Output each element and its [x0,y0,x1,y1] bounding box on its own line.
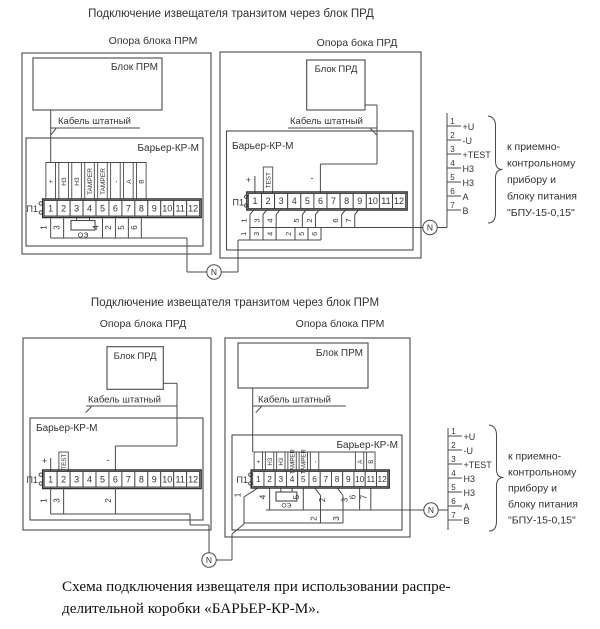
connector-label: П1 [26,475,38,485]
brace-text-line: прибору и [507,174,556,186]
list-number: 7 [451,510,456,520]
wire-column-label: - [311,460,319,463]
wire-column-label: + [48,179,56,184]
terminal-number: 6 [112,203,118,214]
brace-text-line: блоку питания [507,190,577,203]
list-number: 3 [451,454,456,464]
terminal-number: 7 [125,203,131,214]
connector-label: П1 [26,204,38,214]
end-element-label: ОЭ [77,232,89,240]
node-label: N [205,555,213,566]
list-label: +TEST [462,150,491,161]
brace-text-line: "БПУ-15-0,15" [507,207,575,219]
plus-label: + [245,175,252,185]
terminal-number: 1 [48,474,54,485]
connector-label: П1 [236,475,248,485]
panel-prm-support [225,338,424,537]
wire-number: 3 [52,225,62,230]
wire-number: 3 [254,231,262,236]
terminal-number: 12 [394,196,405,207]
terminal-number: 2 [61,203,67,214]
cable-label: Кабель штатный [88,394,161,406]
list-label: Н3 [462,178,475,189]
terminal-number: 11 [175,203,185,214]
wire-number: 6 [130,225,140,230]
list-label: -U [463,446,473,457]
left-panel-caption: Опора блока ПРМ [108,35,198,47]
wire-number: 4 [265,218,275,223]
plus-label: + [41,456,48,466]
section-bottom [23,297,578,567]
terminal-number: 6 [317,196,323,207]
terminal-number: 5 [99,203,105,214]
list-label: А [462,192,469,203]
test-label: TEST [61,453,69,470]
wire-number: 3 [52,498,62,503]
terminal-number: 11 [366,474,376,485]
device-label: Блок ПРД [113,351,157,362]
junction-box-label: Барьер-КР-М [137,143,199,154]
wire-number: 6 [348,494,358,500]
panel-prd-support [23,338,211,553]
terminal-number: 11 [175,474,185,485]
terminal-number: 10 [162,474,173,485]
list-number: 7 [450,200,455,210]
list-number: 4 [450,158,455,168]
terminal-number: 10 [367,196,378,207]
wire-number: 2 [318,497,327,503]
wire-column-label: А [125,179,133,184]
brace-text-line: контрольному [507,157,576,170]
wire-number: 2 [309,516,319,521]
wire-number: 3 [332,516,341,521]
wire-column-label: TAMPER [86,168,94,195]
wire-number: 3 [340,497,350,503]
list-label: Н3 [462,164,475,175]
terminal-number: 10 [162,203,173,214]
cable-label: Кабель штатный [58,116,131,127]
terminal-number: 5 [301,474,306,485]
list-label: В [463,516,470,527]
list-label: +U [463,432,476,443]
list-label: А [463,502,470,513]
brace [489,425,504,531]
terminal-number: 8 [138,203,144,214]
left-panel-caption: Опора блока ПРД [99,318,187,330]
terminal-number: 11 [381,196,391,207]
terminal-number: 10 [354,474,365,485]
section-title: Подключение извещателя транзитом через блок ПРД [88,8,374,20]
list-number: 5 [451,482,456,492]
list-number: 1 [451,426,456,436]
terminal-number: 5 [304,196,310,207]
list-label: +U [462,122,475,133]
right-panel-caption: Опора блока ПРМ [295,318,385,330]
wire-column-label: - [112,180,120,183]
wire-number: 5 [291,218,301,223]
terminal-number: 9 [357,196,363,207]
section-top [22,8,577,279]
wire-number: 6 [312,231,320,236]
terminal-number: 8 [334,474,340,485]
brace-text-line: "БПУ-15-0,15" [508,514,576,527]
wire-column-label: В [138,179,146,184]
list-number: 3 [450,144,455,154]
list-number: 2 [451,440,456,450]
terminal-number: 7 [125,474,131,485]
list-label: В [462,206,469,217]
connector-label: П1 [232,197,244,208]
terminal-number: 8 [344,196,350,207]
wire-number: 1 [233,492,243,498]
terminal-number: 4 [291,196,297,207]
terminal-number: 3 [74,474,80,485]
wire-number: 5 [292,494,302,500]
cable-node [423,220,447,234]
wire-column-label: TAMPER [99,168,107,195]
wire-number: 5 [299,231,307,236]
wire-column-label: Н3 [266,457,274,466]
junction-box-label: Барьер-КР-М [36,423,98,434]
wire-number: 4 [91,225,101,230]
terminal-number: 3 [74,203,80,214]
wire-number: 2 [304,218,314,223]
terminal-number: 1 [256,474,261,485]
node-label: N [210,267,218,278]
wire-column-label: А [356,459,364,464]
wire-number: 5 [117,225,127,230]
list-number: 6 [451,496,456,506]
wire-number: 2 [286,231,294,236]
wire-column-label: Н3 [61,177,69,186]
terminal-number: 4 [289,474,295,485]
list-label: -U [462,136,472,147]
terminal-number: 8 [138,474,144,485]
list-number: 6 [450,186,455,196]
node-label: N [426,222,434,233]
wire-number: 3 [252,218,262,223]
terminal-number: 9 [151,474,157,485]
wire-number: 1 [39,498,49,503]
terminal-number: 5 [99,474,105,485]
wire-number: 4 [267,231,275,236]
end-element-label: ОЭ [281,502,292,510]
list-label: Н3 [463,474,476,485]
wire-number: 7 [359,494,369,500]
list-number: 4 [451,468,456,478]
brace-text-line: к приемно- [507,141,561,153]
device-label: Блок ПРМ [110,62,158,73]
wire-column-label: Н3 [278,457,286,466]
minus-label: - [106,455,110,465]
terminal-number: 4 [87,474,93,485]
terminal-number: 1 [252,196,258,207]
terminal-number: 12 [188,203,199,214]
cable-node [424,503,448,517]
caption-line: делительной коробки «БАРЬЕР-КР-М». [62,600,320,617]
node-label: N [427,505,435,516]
wire-number: 4 [258,494,268,500]
test-label: TEST [265,172,273,189]
terminal-number: 12 [188,474,199,485]
brace-text-line: контрольному [508,466,577,479]
wire-column-label: Н3 [73,177,81,186]
list-number: 5 [450,172,455,182]
brace-text-line: прибору и [508,482,557,495]
brace-text-line: блоку питания [508,498,578,511]
caption-line: Схема подключения извещателя при использовании распре- [62,578,451,595]
wire-number: 1 [39,225,49,230]
cable-label: Кабель штатный [290,116,363,127]
terminal-number: 1 [48,203,54,214]
list-number: 2 [450,130,455,140]
terminal-number: 2 [267,474,272,485]
brace-text-line: к приемно- [508,450,562,463]
list-label: +TEST [463,460,492,471]
right-panel-caption: Опора бока ПРД [316,37,398,49]
terminal-number: 7 [331,196,337,207]
cable-label: Кабель штатный [258,394,331,406]
wire-number: 7 [344,218,354,223]
terminal-number: 3 [278,196,284,207]
wire-column-label: TAMPER [300,449,308,475]
wire-number: 6 [331,218,341,223]
junction-box-label: Барьер-КР-М [336,440,398,451]
wire-number: 1 [241,231,249,236]
brace [488,116,503,223]
terminal-number: 4 [87,203,93,214]
terminal-number: 9 [151,203,157,214]
wire-column-label: TAMPER [289,449,297,475]
terminal-number: 6 [312,474,317,485]
terminal-number: 6 [112,474,118,485]
terminal-number: 2 [265,196,271,207]
device-label: Блок ПРМ [315,348,363,359]
wire-number: 2 [104,498,114,503]
terminal-number: 3 [278,474,284,485]
device-label: Блок ПРД [314,64,358,75]
terminal-number: 2 [61,474,67,485]
junction-box-label: Барьер-КР-М [232,141,294,152]
minus-label: - [310,173,314,183]
wire-number: 1 [239,218,249,223]
wire-column-label: В [368,459,376,464]
terminal-number: 9 [346,474,351,485]
figure-caption [62,578,451,617]
support-outline [23,338,211,530]
wire-number: 2 [104,225,114,230]
list-label: Н3 [463,488,476,499]
terminal-number: 12 [377,474,387,485]
terminal-number: 7 [323,474,329,485]
wire-column-label: + [255,459,263,464]
section-title: Подключение извещателя транзитом через блок ПРМ [90,297,380,309]
list-number: 1 [450,116,455,126]
